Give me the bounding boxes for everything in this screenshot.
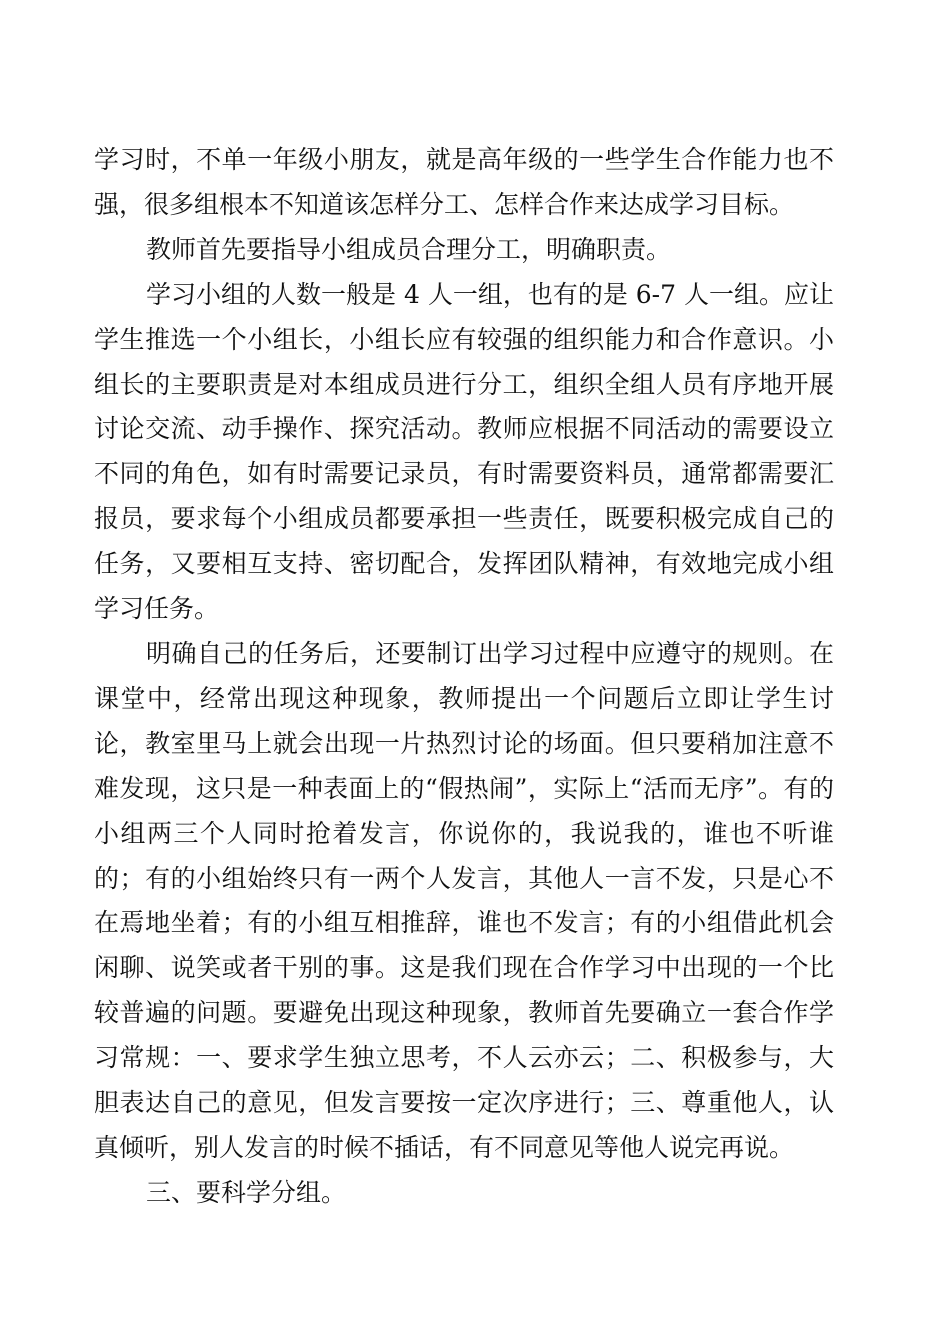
document-body (94, 138, 834, 1216)
paragraph-learning-rules: 明确自己的任务后，还要制订出学习过程中应遵守的规则。在课堂中，经常出现这种现象，教师提出一个问题后立即让学生讨论，教室里马上就会出现一片热烈讨论的场面。但只要稍加注意不难发现，这只是一种表面上的“假热闹”，实际上“活而无序”。有的小组两三个人同时抢着发言，你说你的，我说我的，谁也不听谁的；有的小组始终只有一两个人发言，其他人一言不发，只是心不在焉地坐着；有的小组互相推辞，谁也不发言；有的小组借此机会闲聊、说笑或者干别的事。这是我们现在合作学习中出现的一个比较普遍的问题。要避免出现这种现象，教师首先要确立一套合作学习常规：一、要求学生独立思考，不人云亦云；二、积极参与，大胆表达自己的意见，但发言要按一定次序进行；三、尊重他人，认真倾听，别人发言的时候不插话，有不同意见等他人说完再说。 (94, 638, 834, 1162)
section-heading-scientific-grouping: 三、要科学分组。 (146, 1177, 347, 1207)
paragraph-group-size-roles: 学习小组的人数一般是 4 人一组，也有的是 6-7 人一组。应让学生推选一个小组长，小组长应有较强的组织能力和合作意识。小组长的主要职责是对本组成员进行分工，组织全组人员有序地开展讨论交流、动手操作、探究活动。教师应根据不同活动的需要设立不同的角色，如有时需要记录员，有时需要资料员，通常都需要汇报员，要求每个小组成员都要承担一些责任，既要积极完成自己的任务，又要相互支持、密切配合，发挥团队精神，有效地完成小组学习任务。 (94, 279, 834, 624)
paragraph-teacher-guidance: 教师首先要指导小组成员合理分工，明确职责。 (146, 234, 672, 264)
paragraph-continuation: 学习时，不单一年级小朋友，就是高年级的一些学生合作能力也不强，很多组根本不知道该怎样分工、怎样合作来达成学习目标。 (94, 145, 834, 219)
